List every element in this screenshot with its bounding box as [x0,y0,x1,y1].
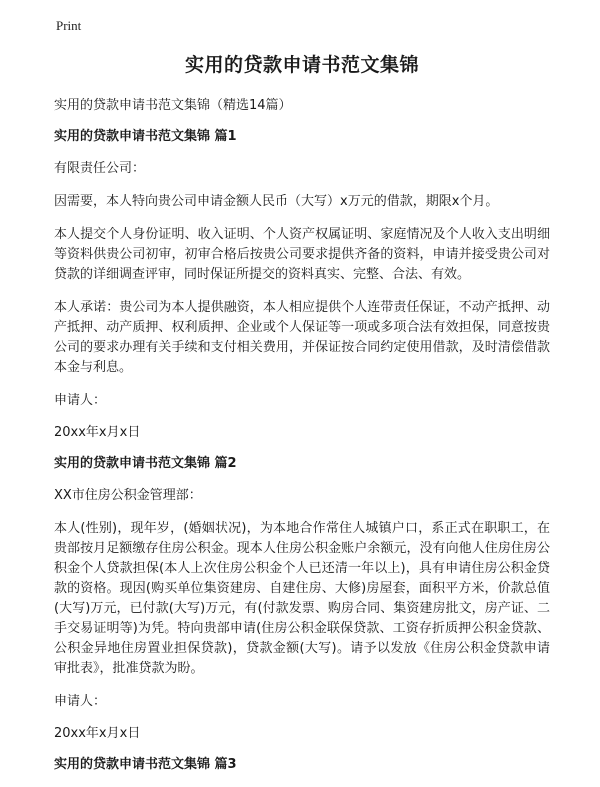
print-link[interactable]: Print [56,18,82,33]
document-title: 实用的贷款申请书范文集锦 [184,54,419,76]
salutation-1: 有限责任公司： [54,161,146,176]
document-subtitle: 实用的贷款申请书范文集锦（精选14篇） [54,98,292,113]
paragraph-1-3: 本人承诺：贵公司为本人提供融资，本人相应提供个人连带责任保证，不动产抵押、动产抵押、动产质押、权利质押、企业或个人保证等一项或多项合法有效担保，同意按贵公司的要求办理有关手续和支付相关费用，并保证按合同约定使用借款，及时清偿借款本金与利息。 [54,300,550,375]
paragraph-1-2: 本人提交个人身份证明、收入证明、个人资产权属证明、家庭情况及个人收入支出明细等资料供贵公司初审，初审合格后按贵公司要求提供齐备的资料，申请并接受贵公司对贷款的详细调查评审，同时保证所提交的资料真实、完整、合法、有效。 [54,227,550,282]
applicant-label-1: 申请人： [54,393,107,408]
document-body [54,50,550,787]
section-heading-1: 实用的贷款申请书范文集锦 篇1 [54,129,237,144]
paragraph-2-1: 本人(性别)，现年岁，(婚姻状况)，为本地合作常住人城镇户口，系正式在职职工，在贵部按月足额缴存住房公积金。现本人住房公积金账户余额元，没有向他人住房住房公积金个人贷款担保(本人上次住房公积金个人已还清一年以上)，具有申请住房公积金贷款的资格。现因(购买单位集资建房、自建住房、大修)房屋套，面积平方米，价款总值(大写)万元，已付款(大写)万元，有(付款发票、购房合同、集资建房批文，房产证、二手交易证明等)为凭。特向贵部申请(住房公积金联保贷款、工资存折质押公积金贷款、公积金异地住房置业担保贷款)，贷款金额(大写)。请予以发放《住房公积金贷款申请审批表》，批准贷款为盼。 [54,521,550,676]
paragraph-1-1: 因需要，本人特向贵公司申请金额人民币（大写）x万元的借款，期限x个月。 [54,194,499,209]
date-line-1: 20xx年x月x日 [54,425,141,440]
section-heading-2: 实用的贷款申请书范文集锦 篇2 [54,456,237,471]
salutation-2: XX市住房公积金管理部： [54,488,202,503]
applicant-label-2: 申请人： [54,694,107,709]
date-line-2: 20xx年x月x日 [54,726,141,741]
section-heading-3: 实用的贷款申请书范文集锦 篇3 [54,757,237,772]
